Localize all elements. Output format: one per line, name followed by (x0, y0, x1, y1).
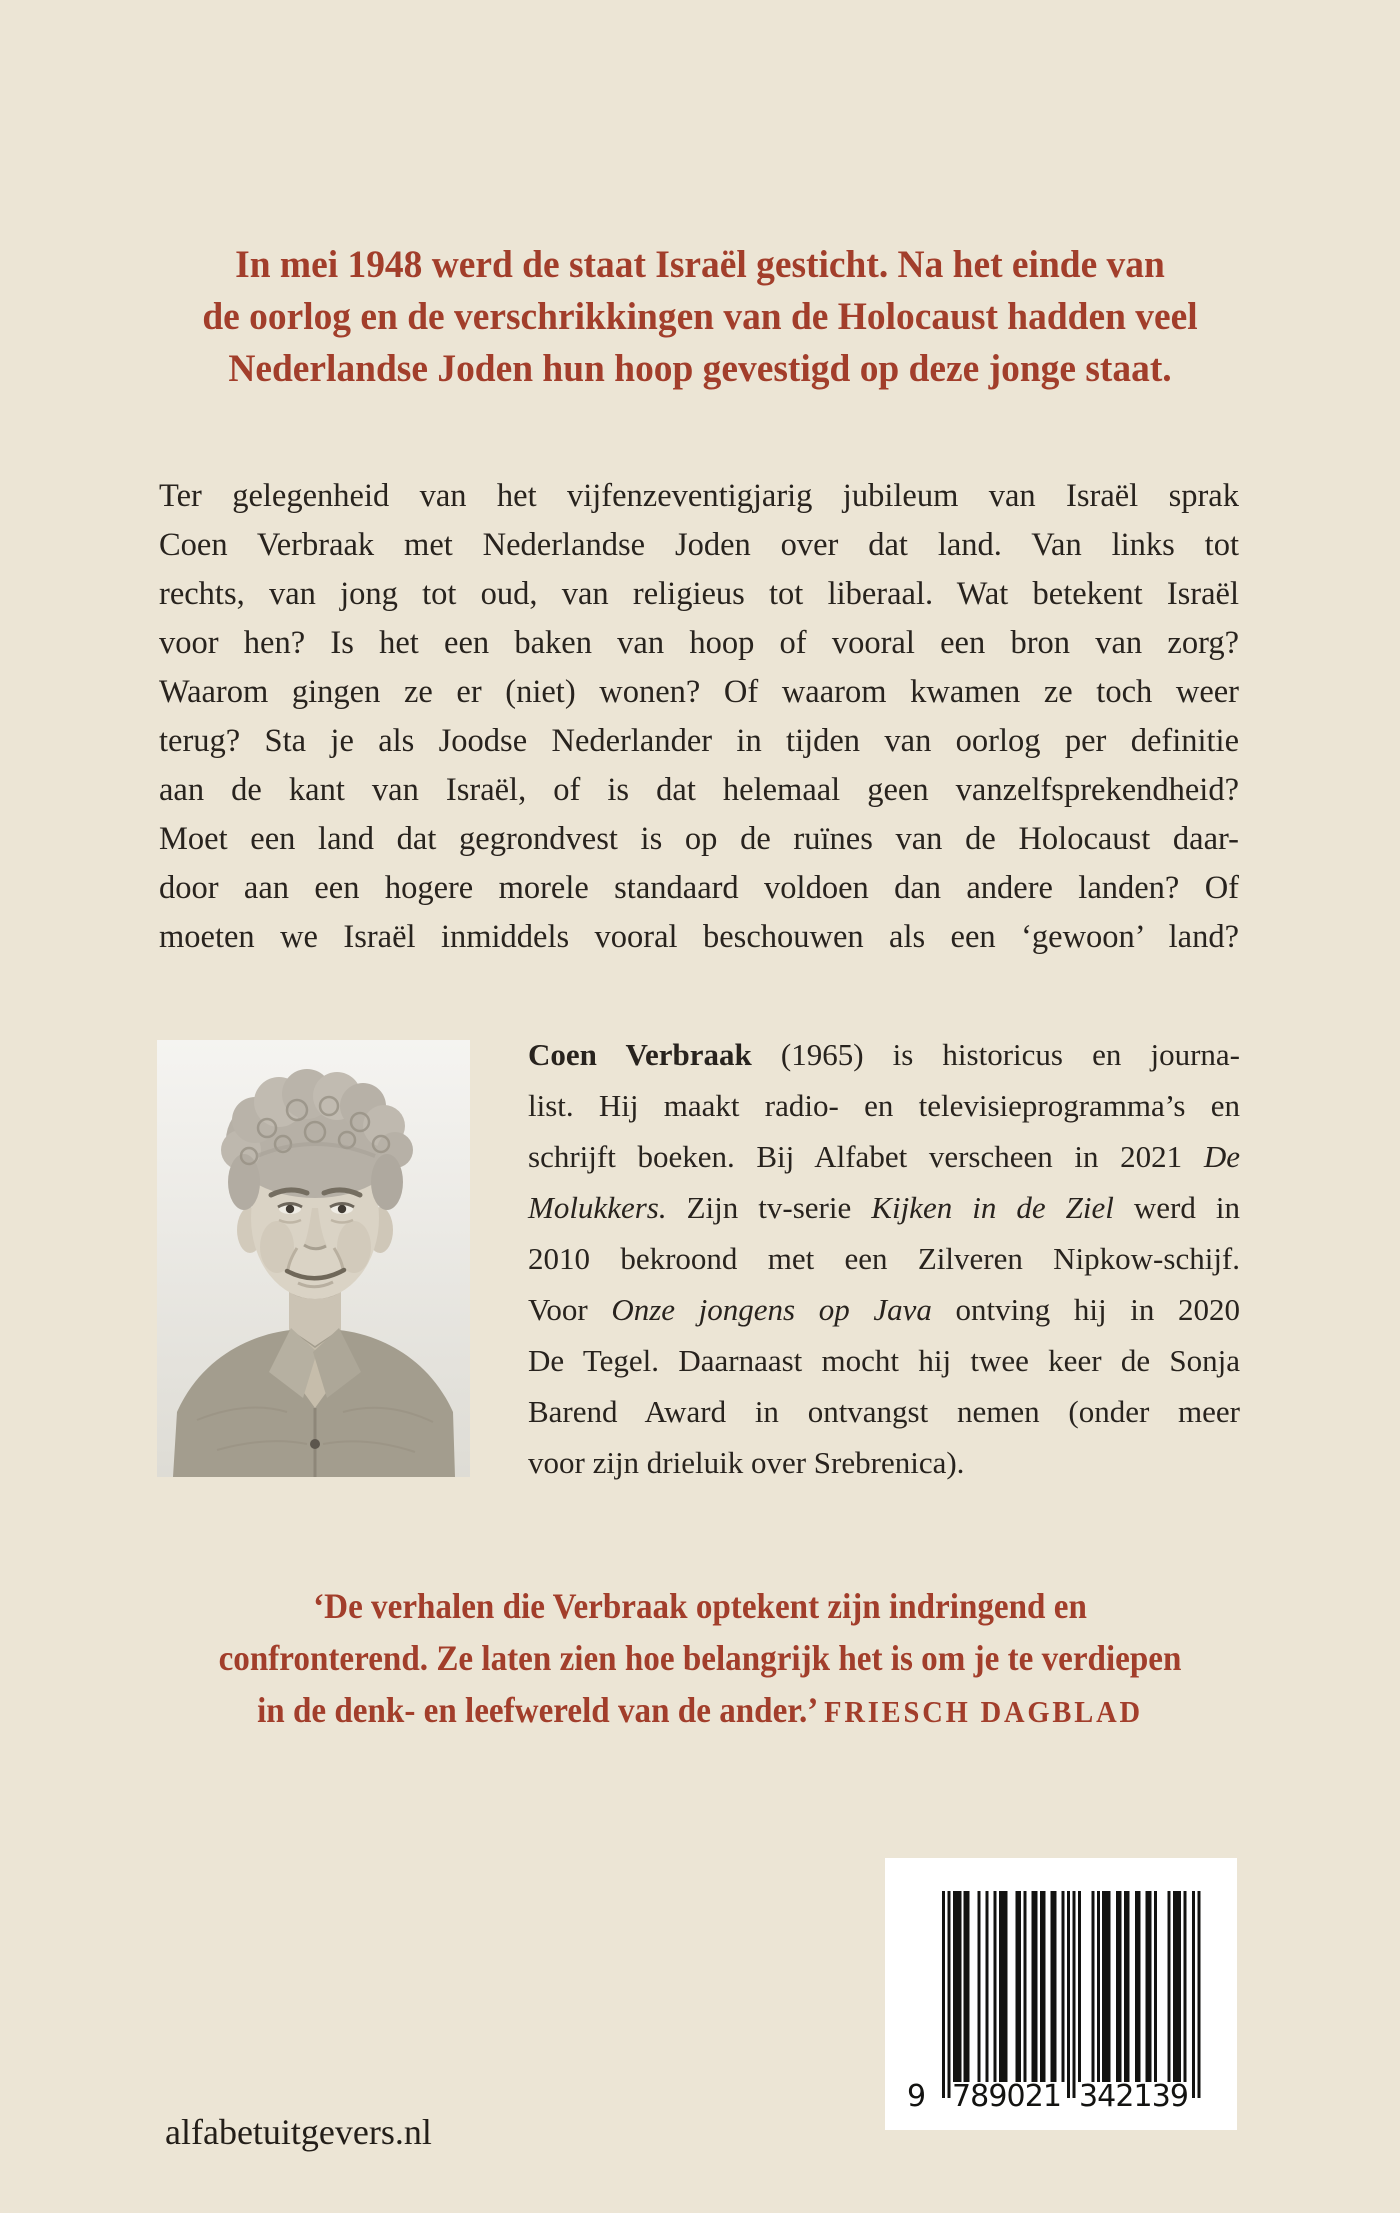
text-line: Molukkers. Zijn tv-serie Kijken in de Ziel werd in (528, 1190, 1240, 1225)
isbn-lead-digit: 9 (907, 2079, 927, 2114)
text-line: Voor Onze jongens op Java ontving hij in 2020 (528, 1292, 1240, 1327)
text-line: Nederlandse Joden hun hoop gevestigd op deze jonge staat. (228, 347, 1172, 390)
author-bio (528, 1029, 1240, 1488)
text-line: aan de kant van Israël, of is dat helemaal geen vanzelfsprekendheid? (159, 772, 1239, 808)
text-line: voor hen? Is het een baken van hoop of vooral een bron van zorg? (159, 625, 1239, 661)
author-portrait-illustration (157, 1040, 470, 1477)
intro-text (160, 239, 1240, 395)
text-line: schrijft boeken. Bij Alfabet verscheen in 2021 De (528, 1139, 1240, 1174)
text-line: confronterend. Ze laten zien hoe belangrijk het is om je te verdiepen (218, 1638, 1182, 1678)
text-line: Waarom gingen ze er (niet) wonen? Of waarom kwamen ze toch weer (159, 674, 1239, 710)
synopsis-paragraph (159, 472, 1239, 962)
press-quote (160, 1580, 1240, 1738)
text-line: ‘De verhalen die Verbraak optekent zijn indringend en (313, 1586, 1087, 1626)
publisher-url: alfabetuitgevers.nl (165, 2112, 432, 2152)
text-line: terug? Sta je als Joodse Nederlander in tijden van oorlog per definitie (159, 723, 1239, 759)
text-line: 2010 bekroond met een Zilveren Nipkow-schijf. (528, 1241, 1240, 1276)
isbn-group2: 342139 (1079, 2079, 1189, 2114)
text-line: moeten we Israël inmiddels vooral beschouwen als een ‘gewoon’ land? (159, 919, 1239, 955)
text-line: Barend Award in ontvangst nemen (onder meer (528, 1394, 1240, 1429)
text-line: In mei 1948 werd de staat Israël gesticht. Na het einde van (235, 243, 1165, 286)
text-line: De Tegel. Daarnaast mocht hij twee keer de Sonja (528, 1343, 1240, 1378)
barcode (885, 1858, 1237, 2130)
author-photo (157, 1040, 470, 1477)
text-line: Ter gelegenheid van het vijfenzeventigjarig jubileum van Israël sprak (159, 478, 1239, 514)
text-line: Coen Verbraak (1965) is historicus en journa- (528, 1037, 1240, 1072)
isbn-group1: 789021 (952, 2079, 1062, 2114)
text-line: Coen Verbraak met Nederlandse Joden over dat land. Van links tot (159, 527, 1239, 563)
text-line: de oorlog en de verschrikkingen van de Holocaust hadden veel (202, 295, 1198, 338)
text-line: rechts, van jong tot oud, van religieus tot liberaal. Wat betekent Israël (159, 576, 1239, 612)
text-line: door aan een hogere morele standaard voldoen dan andere landen? Of (159, 870, 1239, 906)
text-line: voor zijn drieluik over Srebrenica). (528, 1445, 965, 1480)
text-line: list. Hij maakt radio- en televisieprogramma’s en (528, 1088, 1240, 1123)
text-line: Moet een land dat gegrondvest is op de ruïnes van de Holocaust daar- (159, 821, 1239, 857)
text-line: in de denk- en leefwereld van de ander.’ FRIESCH DAGBLAD (257, 1690, 1143, 1730)
